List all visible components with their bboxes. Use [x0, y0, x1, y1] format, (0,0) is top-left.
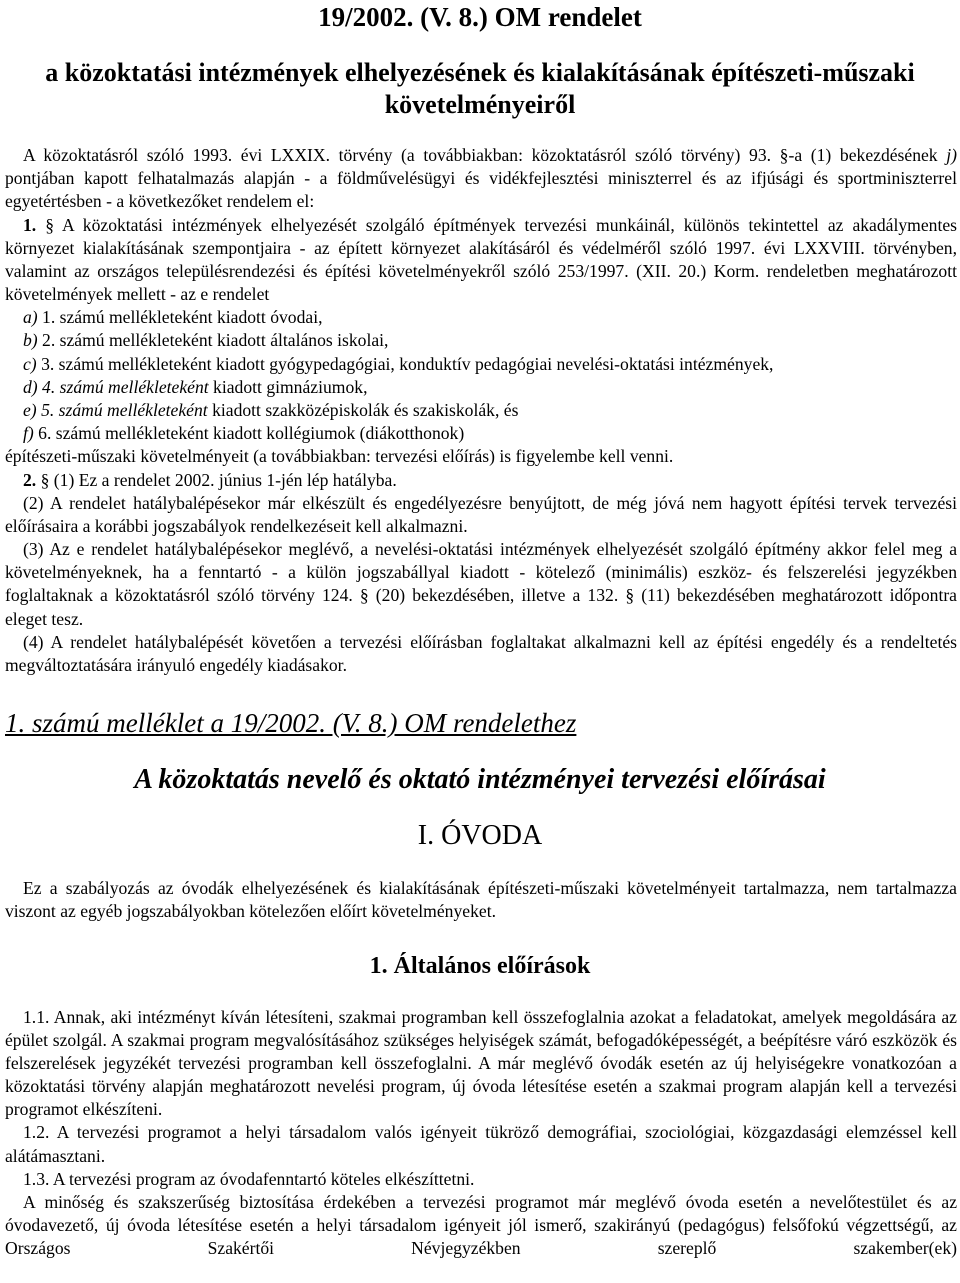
section-1 — [5, 214, 957, 468]
provision-1-2: 1.2. A tervezési programot a helyi társadalom valós igényeit tükröző demográfiai, szociológiai, közgazdasági elemzéssel kell alátámasztani. — [5, 1122, 957, 1166]
preamble-text-tail: pontjában kapott felhatalmazás alapján - a földművelésügyi és vidékfejlesztési miniszterrel és az ifjúsági és sportminiszterrel egyetértésben - a következőket rendelem el: — [5, 168, 957, 212]
preamble-point-label: j) — [946, 145, 957, 165]
general-provisions-heading: 1. Általános előírások — [369, 953, 591, 979]
general-provisions — [5, 1006, 957, 1283]
section-1-number: 1. — [23, 215, 37, 235]
preamble-text: A közoktatásról szóló 1993. évi LXXIX. törvény (a továbbiakban: közoktatásról szóló törvény) 93. §-a (1) bekezdésének — [23, 145, 947, 165]
list-item-f: f) 6. számú mellékleteként kiadott kollégiumok (diákotthonok) — [23, 422, 465, 443]
decree-number-title: 19/2002. (V. 8.) OM rendelet — [318, 2, 642, 32]
section-1-text: § A közoktatási intézmények elhelyezését szolgáló építmények tervezési munkáinál, különös tekintettel az akadálymentes környezet kialakításának szempontjaira - az épített környezet alakításáról és védelméről szóló 1997. évi LXXVIII. törvényben, valamint az országos településrendezési és építési követelményekről szóló 253/1997. (XII. 20.) Korm. rendeletben meghatározott követelmények mellett - az e rendelet — [5, 215, 957, 305]
annex-intro: Ez a szabályozás az óvodák elhelyezésének és kialakításának építészeti-műszaki követelményeit tartalmazza, nem tartalmazza viszont az egyéb jogszabályokban kötelezően előírt követelményeket. — [5, 878, 957, 922]
decree-title-line2: követelményeiről — [384, 90, 576, 119]
section-2-para-3: (3) Az e rendelet hatálybalépésekor meglévő, a nevelési-oktatási intézmények elhelyezését szolgáló építmény akkor felel meg a követelményeknek, ha a fenntartó - a külön jogszabállyal kiadott - kötelező (minimális) eszköz- és felszerelési jegyzékben foglaltaknak a közoktatásról szóló törvény 124. § (20) bekezdésében, illetve a 132. § (11) bekezdésében meghatározott időpontra eleget tesz. — [5, 539, 957, 629]
annex-subtitle: A közoktatás nevelő és oktató intézményei tervezési előírásai — [134, 764, 826, 795]
section-2-number: 2. — [23, 470, 37, 490]
section-2-para-1: § (1) Ez a rendelet 2002. június 1-jén lép hatályba. — [36, 470, 397, 490]
list-item-c: c) 3. számú mellékleteként kiadott gyógypedagógiai, konduktív pedagógiai nevelési-oktatási intézmények, — [23, 353, 774, 374]
section-2-para-2: (2) A rendelet hatálybalépésekor már elkészült és engedélyezésre benyújtott, de még jóvá nem hagyott építési tervek tervezési előírásaira a korábbi jogszabályok rendelkezéseit kell alkalmazni. — [5, 493, 957, 537]
section-heading-ovoda: I. ÓVODA — [417, 820, 543, 851]
provision-1-1: 1.1. Annak, aki intézményt kíván létesíteni, szakmai programban kell összefoglalnia azokat a feladatokat, amelyek megoldására az épület szolgál. A szakmai program megvalósításához szükséges helyiségek számát, befogadóképességét, a beépítésre váró eszközök és felszerelések jegyzékét tervezési programban kell összefoglalni. A már meglévő óvodák esetén az új helyiségekre vonatkozóan a közoktatási törvény alapján meghatározott nevelési program, új óvoda létesítése esetén a szakmai program alapján kell a tervezési programot elkészíteni. — [5, 1007, 957, 1120]
list-item-e: e) 5. számú mellékleteként kiadott szakközépiskolák és szakiskolák, és — [23, 399, 519, 420]
list-item-a: a) 1. számú mellékleteként kiadott óvodai, — [23, 307, 323, 328]
annex-title: 1. számú melléklet a 19/2002. (V. 8.) OM rendelethez — [5, 708, 577, 738]
section-2-para-4: (4) A rendelet hatálybalépését követően a tervezési előírásban foglaltakat alkalmazni kell az építési engedély és a rendeltetés megváltoztatására irányuló engedély kiadásakor. — [5, 631, 957, 675]
decree-title-line1: a közoktatási intézmények elhelyezésének és kialakításának építészeti-műszaki — [45, 58, 915, 87]
provision-1-3: 1.3. A tervezési program az óvodafenntartó köteles elkészíttetni. — [23, 1168, 475, 1189]
section-1-closing: építészeti-műszaki követelményeit (a továbbiakban: tervezési előírás) is figyelembe kell venni. — [5, 445, 674, 466]
provision-1-3-continued: A minőség és szakszerűség biztosítása érdekében a tervezési programot már meglévő óvoda esetén a nevelőtestület és az óvodavezető, új óvoda létesítése esetén a helyi társadalom igényeit jól ismerő, szakirányú (pedagógus) felsőfokú végzettségű, az Országos Szakértői Névjegyzékben szereplő szakember(ek) — [5, 1191, 957, 1258]
list-item-b: b) 2. számú mellékleteként kiadott általános iskolai, — [23, 330, 389, 351]
section-2 — [5, 469, 957, 677]
list-item-d: d) 4. számú mellékleteként kiadott gimnáziumok, — [23, 376, 368, 397]
preamble-paragraph — [5, 144, 957, 213]
